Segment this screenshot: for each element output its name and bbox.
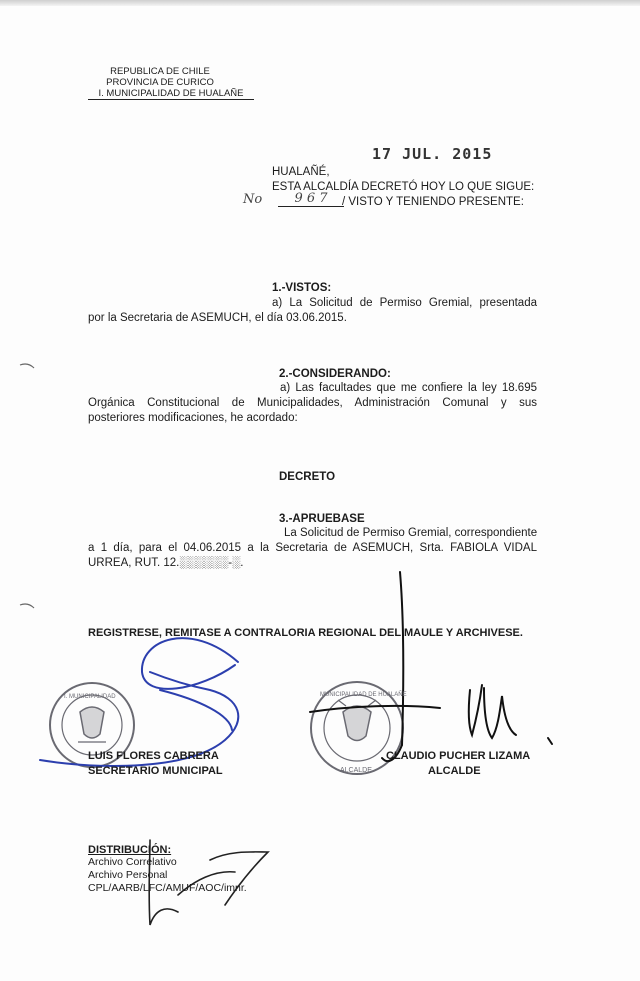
mayor-signature (310, 572, 552, 761)
place-name: HUALAÑÉ, (272, 166, 330, 178)
left-stamp-text: I. MUNICIPALIDAD (64, 694, 116, 700)
distribution-heading: DISTRIBUCIÓN: (88, 844, 172, 856)
apruebase-line-1: La Solicitud de Permiso Gremial, correspondiente (284, 527, 538, 539)
closing-instruction: REGISTRESE, REMITASE A CONTRALORIA REGIONAL DEL MAULE Y ARCHIVESE. (88, 627, 523, 639)
secretary-title: SECRETARIO MUNICIPAL (88, 765, 223, 777)
mayor-name: CLAUDIO PUCHER LIZAMA (386, 750, 531, 762)
considerando-line-1: a) Las facultades que me confiere la ley 18.695 (280, 382, 537, 394)
apruebase-heading: 3.-APRUEBASE (279, 513, 365, 525)
right-stamp-bottom-text: ALCALDE (340, 767, 372, 774)
distribution-item-3: CPL/AARB/LFC/AMUF/AOC/imnr. (88, 882, 247, 894)
considerando-line-2: Orgánica Constitucional de Municipalidades, Administración Comunal y sus (88, 397, 537, 409)
decreto-heading: DECRETO (279, 471, 336, 483)
considerando-line-3: posteriores modificaciones, he acordado: (88, 412, 298, 424)
visto-line: / VISTO Y TENIENDO PRESENTE: (342, 196, 524, 208)
decree-intro-line: ESTA ALCALDÍA DECRETÓ HOY LO QUE SIGUE: (272, 181, 535, 193)
vistos-line-1: a) La Solicitud de Permiso Gremial, presentada (272, 297, 537, 309)
date-stamp: 17 JUL. 2015 (372, 145, 493, 163)
decree-number: 9 6 7 (278, 192, 344, 207)
number-prefix: No (243, 192, 263, 207)
secretary-name: LUIS FLORES CABRERA (88, 750, 219, 762)
apruebase-line-3: URREA, RUT. 12.░░░░░░-░. (88, 557, 244, 569)
margin-mark-bottom (20, 604, 34, 608)
distribution-item-1: Archivo Correlativo (88, 856, 177, 868)
right-stamp-text: MUNICIPALIDAD DE HUALAÑE (320, 692, 407, 698)
vistos-line-2: por la Secretaria de ASEMUCH, el día 03.06.2015. (88, 312, 347, 324)
considerando-heading: 2.-CONSIDERANDO: (279, 368, 391, 380)
mayor-title: ALCALDE (428, 765, 481, 777)
header-country: REPUBLICA DE CHILE (110, 66, 210, 77)
distribution-item-2: Archivo Personal (88, 869, 168, 881)
margin-mark-top (20, 364, 34, 368)
apruebase-line-2: a 1 día, para el 04.06.2015 a la Secretaria de ASEMUCH, Srta. FABIOLA VIDAL (88, 542, 537, 554)
header-municipality: I. MUNICIPALIDAD DE HUALAÑE (88, 88, 254, 100)
vistos-heading: 1.-VISTOS: (272, 282, 332, 294)
header-province: PROVINCIA DE CURICO (106, 77, 214, 88)
